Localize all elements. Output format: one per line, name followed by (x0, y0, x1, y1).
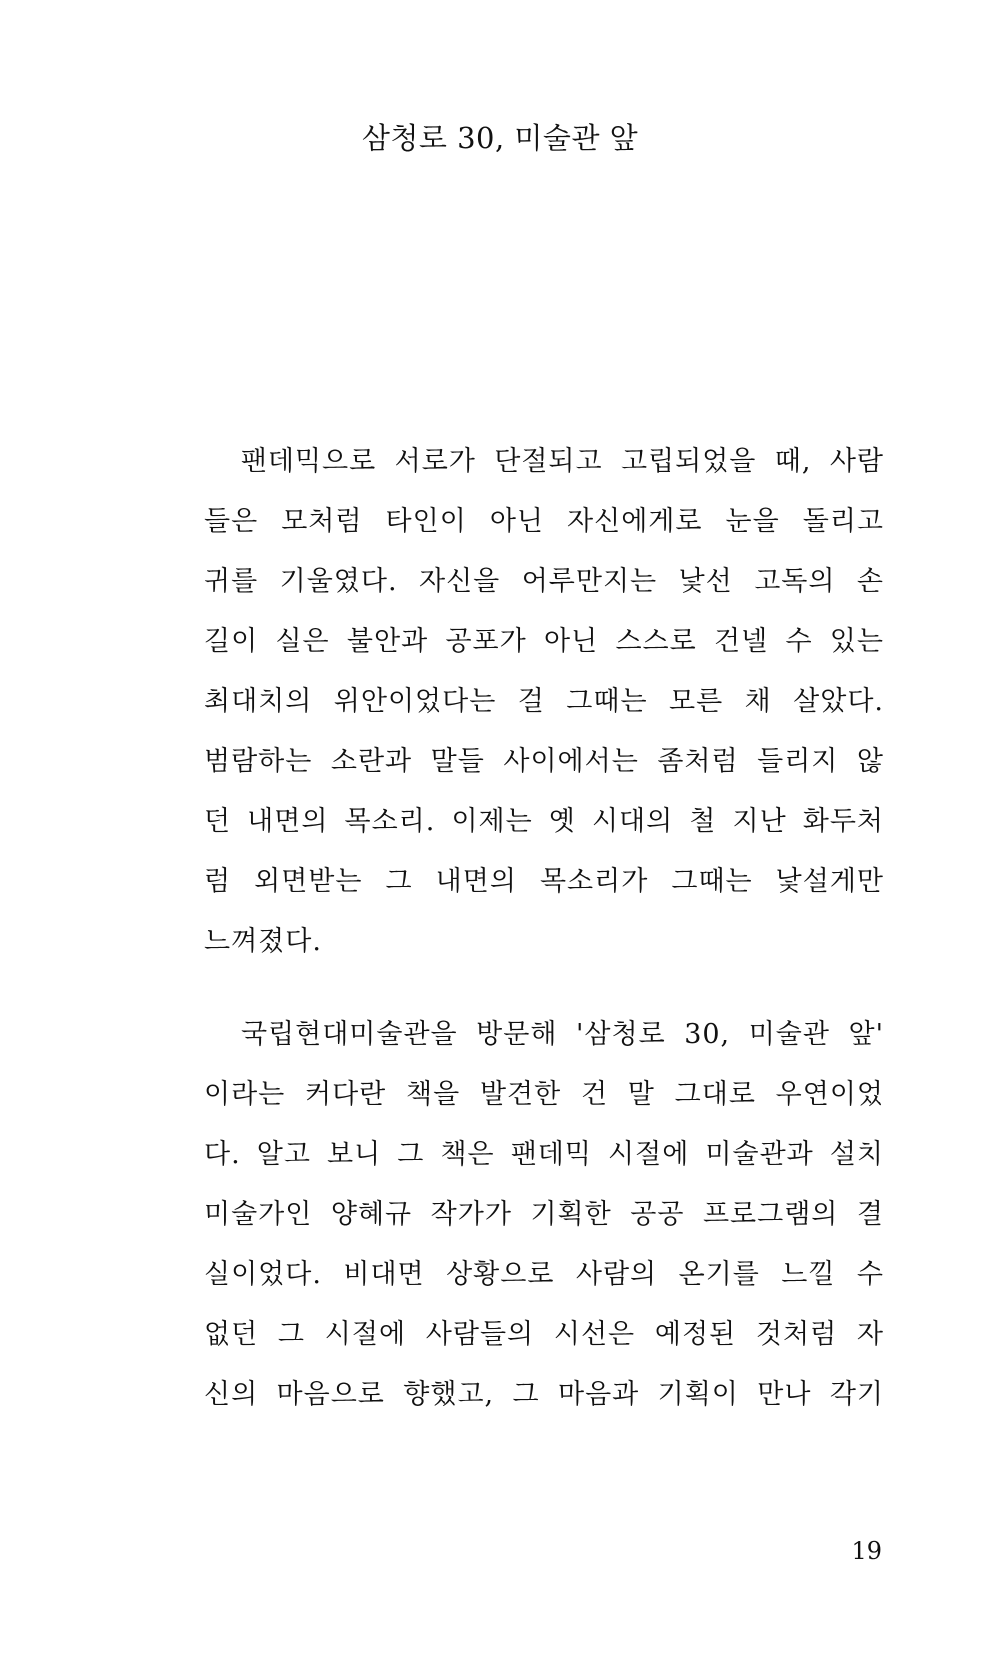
text-line: 범람하는 소란과 말들 사이에서는 좀처럼 들리지 않 (204, 746, 884, 777)
paragraph (204, 1005, 884, 1425)
text-line: 던 내면의 목소리. 이제는 옛 시대의 철 지난 화두처 (204, 806, 884, 837)
text-line: 다. 알고 보니 그 책은 팬데믹 시절에 미술관과 설치 (204, 1139, 884, 1170)
page-title: 삼청로 30, 미술관 앞 (361, 121, 639, 155)
text-line: 없던 그 시절에 사람들의 시선은 예정된 것처럼 자 (204, 1319, 884, 1350)
page-number: 19 (851, 1537, 882, 1565)
text-line: 실이었다. 비대면 상황으로 사람의 온기를 느낄 수 (204, 1259, 884, 1290)
text-line: 신의 마음으로 향했고, 그 마음과 기획이 만나 각기 (204, 1379, 884, 1410)
paragraph (204, 432, 884, 972)
body-paragraph-1 (204, 432, 884, 972)
text-line: 팬데믹으로 서로가 단절되고 고립되었을 때, 사람 (204, 446, 884, 477)
text-line: 럼 외면받는 그 내면의 목소리가 그때는 낯설게만 (204, 866, 884, 897)
text-line: 미술가인 양혜규 작가가 기획한 공공 프로그램의 결 (204, 1199, 884, 1230)
text-line: 귀를 기울였다. 자신을 어루만지는 낯선 고독의 손 (204, 566, 884, 597)
text-line: 느껴졌다. (204, 926, 322, 957)
body-paragraph-2 (204, 1005, 884, 1425)
text-line: 최대치의 위안이었다는 걸 그때는 모른 채 살았다. (204, 686, 884, 717)
text-line: 들은 모처럼 타인이 아닌 자신에게로 눈을 돌리고 (204, 506, 884, 537)
text-line: 길이 실은 불안과 공포가 아닌 스스로 건넬 수 있는 (204, 626, 884, 657)
text-line: 이라는 커다란 책을 발견한 건 말 그대로 우연이었 (204, 1079, 884, 1110)
text-line: 국립현대미술관을 방문해 '삼청로 30, 미술관 앞' (204, 1019, 884, 1050)
